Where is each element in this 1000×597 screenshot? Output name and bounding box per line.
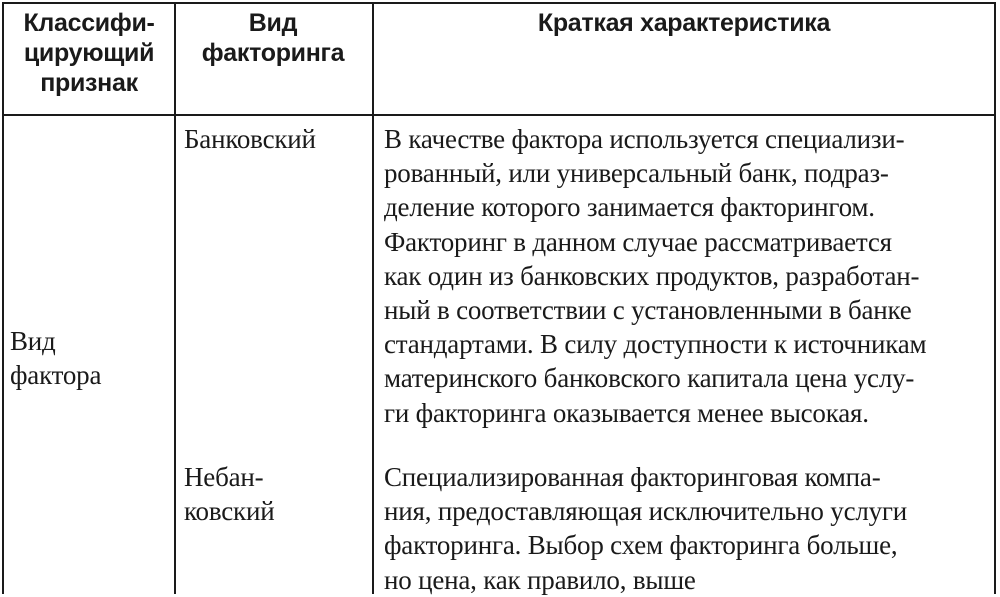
description-line: ги факторинга оказывается менее высокая. — [384, 397, 869, 428]
header-divider — [4, 114, 994, 116]
header-type-line: Вид — [248, 9, 298, 37]
row-type-line: ковский — [184, 496, 275, 527]
row-type-line: Банковский — [184, 124, 316, 154]
table-frame — [2, 2, 996, 594]
row-type-line: Небан- — [184, 462, 264, 492]
header-description-line: Краткая характеристика — [537, 9, 831, 37]
header-type-line: факторинга — [201, 39, 345, 67]
header-criterion-line: цирующий — [23, 39, 155, 67]
description-line: но цена, как правило, выше — [384, 564, 696, 595]
criterion-value — [10, 324, 101, 392]
row-banking-description — [384, 122, 926, 430]
header-criterion-line: признак — [40, 69, 138, 97]
description-line: как один из банковских продуктов, разработан- — [384, 260, 920, 291]
description-line: рованный, или универсальный банк, подраз- — [384, 158, 889, 189]
column-divider-2 — [372, 4, 374, 594]
description-line: Специализированная факторинговая компа- — [384, 462, 881, 492]
description-line: факторинга. Выбор схем факторинга больше, — [384, 530, 898, 561]
header-criterion-line: Классифи- — [23, 9, 155, 37]
description-line: ния, предоставляющая исключительно услуги — [384, 496, 908, 527]
header-description — [374, 8, 994, 38]
row-banking-type — [184, 122, 316, 156]
description-line: материнского банковского капитала цена услу- — [384, 363, 915, 394]
column-divider-1 — [174, 4, 176, 594]
header-factoring-type — [176, 8, 370, 68]
description-line: ный в соответствии с установленными в банке — [384, 295, 912, 326]
description-line: стандартами. В силу доступности к источникам — [384, 329, 927, 360]
description-line: В качестве фактора используется специализи- — [384, 124, 905, 154]
criterion-value-line: Вид — [10, 326, 56, 356]
row-nonbanking-type — [184, 460, 274, 528]
description-line: Факторинг в данном случае рассматривается — [384, 226, 892, 257]
header-criterion — [6, 8, 172, 98]
row-nonbanking-description — [384, 460, 907, 597]
criterion-value-line: фактора — [10, 360, 102, 391]
description-line: деление которого занимается факторингом. — [384, 192, 875, 223]
